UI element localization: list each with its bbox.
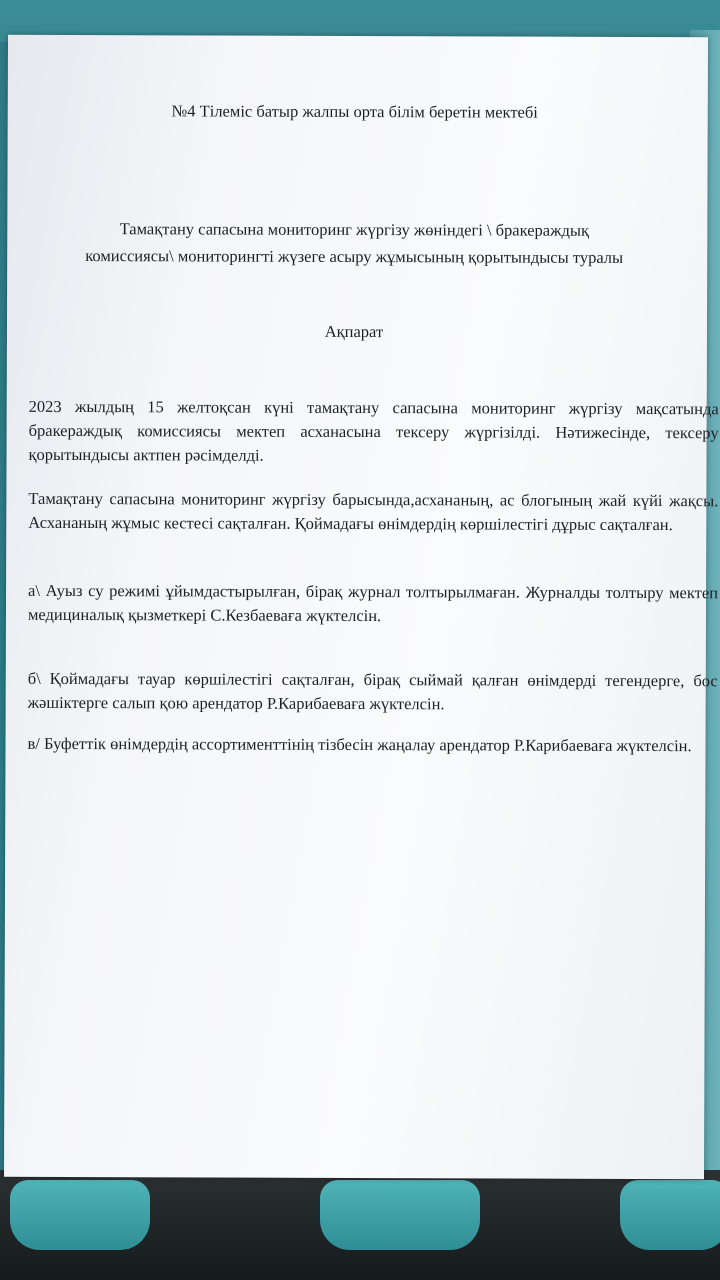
title-line: Тамақтану сапасына мониторинг жүргізу жөніндегі \ бракераждық <box>119 219 590 240</box>
title-line: комиссиясы\ мониторингті жүзеге асыру жұмысының қорытындысы туралы <box>85 246 624 267</box>
document-heading: Ақпарат <box>324 321 384 342</box>
paragraph-intro: 2023 жылдың 15 желтоқсан күні тамақтану сапасына мониторинг жүргізу мақсатында бракераждық комиссиясы мектеп асханасына тексеру жүргізілді. Нәтижесінде, тексеру қорытындысы актпен рәсімделді. <box>28 396 719 465</box>
paragraph-findings: Тамақтану сапасына мониторинг жүргізу барысында,асхананың, ас блогының жай күйі жақсы. Асхананың жұмыс кестесі сақталған. Қоймадағы өнімдердің көршілестігі дұрыс сақталған. <box>28 488 719 535</box>
paragraph-item-a: а\ Ауыз су режимі ұйымдастырылған, бірақ журнал толтырылмаған. Журналды толтыру мектеп медициналық қызметкері С.Кезбаеваға жүктелсін. <box>27 580 719 626</box>
chair-seat <box>620 1180 720 1250</box>
paragraph-item-b: б\ Қоймадағы тауар көршілестігі сақталған, бірақ сыймай қалған өнімдерді тегендерге, бос жәшіктерге салып қою арендатор Р.Карибаеваға жүктелсін. <box>27 668 718 714</box>
paper-sheet <box>4 35 719 1179</box>
chair-seat <box>10 1180 150 1250</box>
document-title <box>19 215 689 271</box>
school-name: №4 Тілеміс батыр жалпы орта білім беретін мектебі <box>171 101 538 122</box>
paragraph-item-v: в/ Буфеттік өнімдердің ассортименттінің тізбесін жаңалау арендатор Р.Карибаеваға жүктелсін. <box>27 733 692 756</box>
chair-seat <box>320 1180 480 1250</box>
